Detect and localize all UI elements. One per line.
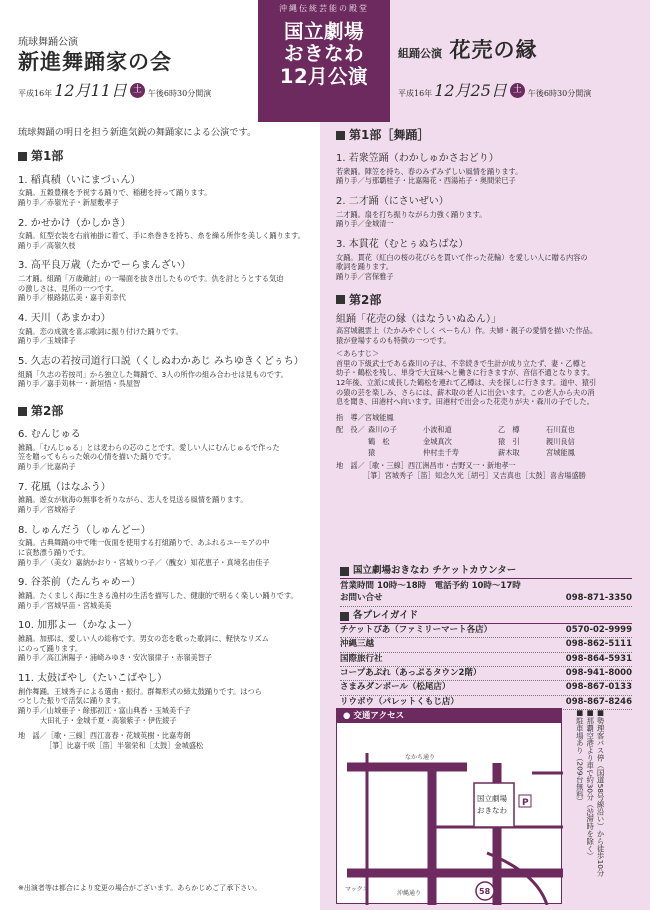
- arasuji-line: 幼子・鶴松を残し、単身で大宜味へと働きに行きますが、音信不通となります。: [336, 368, 595, 378]
- bus-access-notes: [574, 708, 605, 904]
- program-desc: 雑踊。遊女が航海の無事を祈りながら、恋人を見送る風情を踊ります。: [18, 495, 248, 505]
- right-day: 12月25日: [434, 81, 507, 100]
- left-jikata2: ［箏］比嘉千咲［笛］半嶺栄和［太鼓］金城盛松: [45, 741, 204, 751]
- theater-label-2: おきなわ: [477, 806, 507, 815]
- left-date: [18, 80, 211, 102]
- guide-heading: [340, 610, 632, 624]
- left-part2-label: 第2部: [31, 404, 64, 419]
- guide-title: 各プレイガイド: [353, 609, 419, 621]
- program-title: 8. しゅんだう（しゅんどー）: [18, 524, 151, 536]
- right-column: [336, 127, 636, 480]
- cast-actor: 宮城能鳳: [546, 448, 575, 458]
- program-item: [18, 481, 313, 515]
- bus-note-2: ■那覇空港より車で約30分（渋滞時を除く）: [585, 708, 595, 860]
- program-desc: 若衆踊。陣笠を持ち、春のみずみずしい風情を踊ります。: [336, 166, 523, 176]
- left-day: 12月11日: [54, 81, 127, 100]
- right-part1-label: 第1部［舞踊］: [349, 128, 430, 142]
- footnote: ※出演者等は都合により変更の場合がございます。あらかじめご了承下さい。: [18, 884, 262, 892]
- ticket-title: 国立劇場おきなわ チケットカウンター: [353, 565, 517, 576]
- left-weekday-badge: 土: [130, 83, 145, 98]
- guide-tel: 098-862-5111: [565, 639, 632, 650]
- right-part1-heading: [336, 127, 636, 143]
- program-title: 6. むんじゅる: [18, 429, 81, 441]
- inquiry-row: [340, 592, 632, 606]
- svg-text:58: 58: [479, 887, 491, 896]
- program-title: 2. 二才踊（にさいぜい）: [336, 196, 449, 208]
- guide-name: 沖縄三越: [340, 639, 375, 650]
- program-desc2: つとした振りで活気に踊ります。: [18, 696, 126, 706]
- guide-tel: 098-941-8000: [565, 667, 632, 678]
- guide-name: 国際旅行社: [340, 653, 383, 664]
- access-title-text: 交通アクセス: [353, 711, 405, 721]
- program-title: 2. かせかけ（かしかき）: [18, 217, 131, 229]
- banner-line3: 12月公演: [279, 64, 369, 88]
- ticket-hours: 営業時間 10時〜18時 電話予約 10時〜17時: [340, 580, 521, 591]
- guide-name: チケットぴあ（ファミリーマート各店）: [340, 624, 493, 635]
- program-dancers: 踊り手／玉城律子: [18, 336, 76, 346]
- center-banner: [258, 0, 390, 122]
- cast-actor: 小波和道: [423, 424, 452, 434]
- square-icon: [18, 152, 27, 161]
- svg-text:沖縄通り: 沖縄通り: [397, 890, 422, 897]
- map-roads: [347, 763, 563, 905]
- cast-role: 猿 引: [498, 436, 520, 446]
- map-graphic: [337, 723, 563, 905]
- right-time: 午後6時30分開演: [527, 89, 592, 98]
- bus-note-3: ■駐車場あり（209台無料）: [575, 708, 585, 806]
- program-desc2: にのって踊ります。: [18, 643, 83, 653]
- program-dancers: 踊り手／赤嶺光子・新屋敷孝子: [18, 197, 119, 207]
- right-jikata: 地 謡／［歌・三線］西江洲昌市・吉野又一・新地孝一: [336, 461, 516, 471]
- square-icon: [336, 295, 345, 304]
- program-desc: 女踊。貫花（紅白の桜の花びらを貫いて作った花輪）を愛しい人に贈る内容の: [336, 252, 588, 262]
- cast-role: 薪木取: [498, 448, 520, 458]
- inquiry-label: お問い合せ: [340, 593, 383, 604]
- banner-line1: 国立劇場: [283, 19, 364, 43]
- program-item: [336, 238, 636, 282]
- program-item: [18, 428, 313, 472]
- right-era: 平成16年: [398, 89, 433, 98]
- program-title: 1. 若衆笠踊（わかしゅかさおどり）: [336, 153, 499, 165]
- arasuji-label: ＜あらすじ＞: [336, 348, 380, 358]
- right-header: [398, 36, 538, 64]
- program-desc: 雑踊。たくましく海に生きる漁村の生活を描写した、健康的で明るく楽しい踊りです。: [18, 590, 298, 600]
- guide-tel: 098-867-8246: [565, 696, 632, 707]
- director-label: 指 導／: [336, 413, 365, 423]
- program-item: [18, 312, 313, 346]
- program-title: 3. 高平良万歳（たかでーらまんざい）: [18, 260, 191, 272]
- program-desc2: 笠を贈ってもらった娘の心情を描いた踊りです。: [18, 452, 176, 462]
- program-dancers: 踊り手／高嶺久枝: [18, 240, 76, 250]
- square-icon: [340, 567, 349, 576]
- bus-note-1: ■勢理客バス停（国道58号線沿い）から徒歩10分: [596, 708, 606, 877]
- guide-list: [340, 624, 632, 711]
- program-dancers: 踊り手／嘉手苅林一・新垣悟・呉屋智: [18, 379, 141, 389]
- program-dancers: 踊り手／宮保雅子: [336, 272, 394, 281]
- arasuji-text: [336, 359, 636, 408]
- intro-text: 琉球舞踊の明日を担う新進気鋭の舞踊家による公演です。: [18, 127, 257, 138]
- program-dancers: 踊り手／根路銘広美・嘉手苅幸代: [18, 293, 126, 303]
- director-name: 宮城能鳳: [364, 413, 394, 423]
- program-desc: 二才踊。扇を打ち振りながら力強く踊ります。: [336, 209, 487, 219]
- program-dancers: 踊り手／与那覇桂子・比嘉陽花・西湯祐子・奥間栄巳子: [336, 176, 516, 186]
- svg-text:なかち通り: なかち通り: [405, 754, 436, 761]
- program-title: 3. 本貫花（むとぅぬちばな）: [336, 239, 469, 251]
- program-dancers: 踊り手／高江洲陽子・浦崎みゆき・安次嶺律子・赤嶺美智子: [18, 653, 213, 663]
- left-era: 平成16年: [18, 89, 53, 98]
- program-desc: 女踊。紅型衣装を右前袖掛に着て、手に糸巻きを持ち、糸を繰る所作を美しく踊ります。: [18, 231, 305, 241]
- guide-row: [340, 667, 632, 681]
- program-dancers: 踊り手／（美女）嘉納かおり・宮城りつ子／（醜女）知花恵子・真境名由佳子: [18, 557, 270, 567]
- program-item: [336, 195, 636, 229]
- right-weekday-badge: 土: [510, 83, 525, 98]
- program-dancers: 踊り手／宮城裕子: [18, 505, 76, 515]
- arasuji-line: 息を聞き、田港村へ向います。田港村で出会った花売りが夫・森川の子でした。: [336, 397, 594, 407]
- theater-label-1: 国立劇場: [477, 794, 507, 803]
- cast-table: [336, 425, 636, 458]
- kumi-desc2: 猿が登場するのも特徴の一つです。: [336, 336, 451, 346]
- program-desc: 組踊「久志の若按司」から独立した舞踊で、3人の所作の組み合わせは見ものです。: [18, 369, 288, 379]
- cast-actor: 仲村圭千寿: [423, 448, 459, 458]
- ticket-section: [340, 565, 632, 710]
- guide-row: [340, 638, 632, 652]
- left-part1-label: 第1部: [31, 149, 64, 164]
- program-title: 10. 加那よー（かなよー）: [18, 620, 138, 632]
- right-subtitle: 組踊公演: [398, 47, 442, 60]
- access-map: [336, 708, 562, 904]
- program-desc: 二才踊。組踊「万歳敵討」の一場面を抜き出したものです。仇を討とうとする気迫: [18, 273, 284, 283]
- program-item: [18, 619, 313, 663]
- program-title: 11. 太鼓ばやし（たいこばやし）: [18, 673, 168, 685]
- right-date: [398, 80, 591, 102]
- program-title: 5. 久志の若按司道行口説（くしぬわかあじ みちゆきくどぅち）: [18, 356, 304, 368]
- cast-row: [336, 448, 636, 458]
- program-desc2: の激しさは、見所の一つです。: [18, 283, 119, 293]
- theater-marker: [474, 783, 514, 827]
- program-item: [336, 152, 636, 186]
- ticket-heading: [340, 565, 632, 579]
- inquiry-tel: 098-871-3350: [565, 593, 632, 604]
- right-jikata2: ［箏］宮城秀子［笛］知念久光［胡弓］又吉真也［太鼓］喜舎場盛勝: [363, 470, 586, 480]
- program-item: [18, 259, 313, 303]
- program-item: [18, 174, 313, 208]
- program-dancers: 踊り手／金城清一: [336, 219, 394, 229]
- cast-actor: 金城真次: [423, 436, 452, 446]
- program-desc: 女踊。恋の成就を喜ぶ歌詞に振り付けた踊りです。: [18, 326, 183, 336]
- program-dancers2: 大田礼子・金城千夏・高嶺紫子・伊佐綾子: [40, 715, 177, 725]
- guide-row: [340, 681, 632, 695]
- left-subtitle: 琉球舞踊公演: [18, 37, 78, 48]
- cast-actor: 石川直也: [546, 424, 575, 434]
- cast-label: 配 役／: [336, 424, 365, 434]
- banner-small: 沖縄伝統芸能の殿堂: [279, 4, 369, 13]
- arasuji-line: 首里の下級武士である森川の子は、不幸続きで生計が成り立たず、妻・乙樽と: [336, 358, 587, 368]
- right-part2-label: 第2部: [349, 292, 382, 307]
- square-icon: [340, 612, 349, 621]
- guide-tel: 098-867-0133: [565, 682, 632, 693]
- program-dancers: 踊り手／宮城早苗・宮城美美: [18, 600, 112, 610]
- banner-line2: おきなわ: [283, 42, 364, 66]
- program-desc: 女踊。古典舞踊の中で唯一仮面を使用する打組踊りで、あふれるユーモアの中: [18, 538, 270, 548]
- kumi-title: 組踊「花売の縁（はなういぬゐん）」: [336, 313, 501, 325]
- kumi-desc: 高宮城親雲上（たかみやぐしく ぺーちん）作。夫婦・親子の愛情を描いた作品。: [336, 326, 598, 336]
- arasuji-line: の猿の芸を楽しみ、さらには、薪木取の老人に出会います。この老人から夫の消: [336, 387, 595, 397]
- program-item: [18, 576, 313, 610]
- right-part2-heading: [336, 292, 636, 308]
- cast-row: [336, 425, 636, 435]
- right-part1-list: [336, 152, 636, 282]
- left-part2-heading: [18, 403, 313, 419]
- left-jikata: 地 謡／［歌・三線］西江喜春・花城英樹・比嘉寿朗: [18, 731, 191, 741]
- guide-tel: 098-864-5931: [565, 653, 632, 664]
- svg-text:P: P: [522, 798, 529, 808]
- cast-actor: 親川良信: [546, 436, 575, 446]
- svg-text:マックス: マックス: [345, 886, 369, 893]
- guide-row: [340, 624, 632, 638]
- program-title: 9. 谷茶前（たんちゃめー）: [18, 577, 141, 589]
- square-icon: [336, 131, 345, 140]
- program-item: [18, 355, 313, 389]
- square-icon: [18, 407, 27, 416]
- cast-role: 森川の子: [368, 424, 397, 434]
- program-desc: 雑踊。「むんじゅる」とは麦わらの芯のことです。愛しい人にむんじゅるで作った: [18, 442, 280, 452]
- program-item: [18, 524, 313, 568]
- cast-role: 鶴 松: [368, 436, 390, 446]
- cast-role: 乙 樽: [498, 424, 520, 434]
- program-dancers: 踊り手／比嘉尚子: [18, 462, 76, 472]
- arasuji-line: 12年後、立派に成長した鶴松を連れて乙樽は、夫を探しに行きます。道中、猿引: [336, 378, 597, 387]
- program-title: 1. 稲真積（いにまづぃん）: [18, 174, 141, 186]
- guide-tel: 0570-02-9999: [565, 624, 632, 635]
- left-part2-list: [18, 428, 313, 725]
- cast-row: [336, 437, 636, 447]
- program-dancers: 踊り手／山城亜子・餘那初江・富山典香・玉城美千子: [18, 705, 191, 715]
- left-part1-list: [18, 174, 313, 389]
- guide-name: コープあぷれ（あっぷるタウン2階）: [340, 667, 482, 678]
- left-title: 新進舞踊家の会: [18, 49, 172, 74]
- program-desc2: 歌詞を踊ります。: [336, 262, 393, 272]
- program-item: [18, 672, 313, 725]
- left-time: 午後6時30分開演: [147, 89, 212, 98]
- left-column: [18, 127, 313, 751]
- right-title: 花売の縁: [449, 37, 538, 62]
- guide-row: [340, 653, 632, 667]
- program-title: 7. 花風（はなふう）: [18, 481, 111, 493]
- guide-name: さまみダンボール（松尾店）: [340, 682, 451, 693]
- access-title: ● 交通アクセス: [337, 709, 561, 723]
- guide-name: リウボウ（パレットくもじ店）: [340, 696, 459, 707]
- program-title: 4. 天川（あまかわ）: [18, 313, 111, 325]
- program-desc2: に哀愁漂う踊りです。: [18, 548, 90, 558]
- director-line: [336, 413, 636, 423]
- program-desc: 女踊。五穀豊穣を予祝する踊りで、稲穂を持って踊ります。: [18, 188, 212, 198]
- program-desc: 雑踊。加那は、愛しい人の総称です。男女の恋を歌った歌詞に、軽快なリズム: [18, 633, 269, 643]
- cast-role: 猿: [368, 448, 376, 458]
- program-desc: 創作舞踊。王城秀子による選曲・振付。群舞形式の締太鼓踊りです。はつら: [18, 686, 262, 696]
- left-part1-heading: [18, 148, 313, 164]
- program-item: [18, 217, 313, 251]
